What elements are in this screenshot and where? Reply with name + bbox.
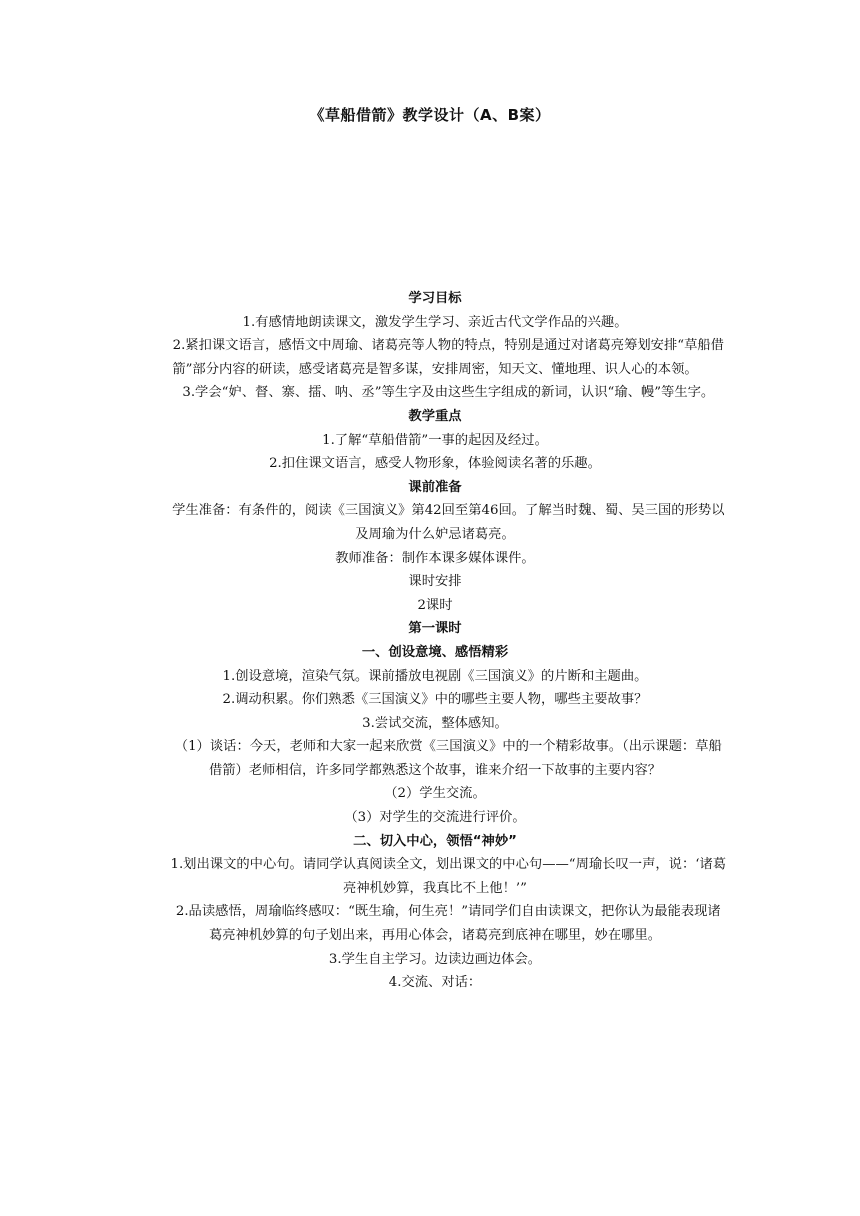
part1-item: （3）对学生的交流进行评价。	[344, 810, 526, 826]
heading-part-1: 一、创设意境、感悟精彩	[361, 644, 509, 660]
part1-item: 1.创设意境，渲染气氛。课前播放电视剧《三国演义》的片断和主题曲。	[222, 668, 648, 684]
goal-item: 2.紧扣课文语言，感悟文中周瑜、诸葛亮等人物的特点，特别是通过对诸葛亮筹划安排“草船借箭”部分内容的研读，感受诸葛亮是智多谋，安排周密，知天文、懂地理、识人心的本领。	[172, 338, 724, 377]
part1-item: 3.尝试交流，整体感知。	[362, 715, 508, 731]
part1-item: （1）谈话：今天，老师和大家一起来欣赏《三国演义》中的一个精彩故事。（出示课题：草船借箭）老师相信，许多同学都熟悉这个故事，谁来介绍一下故事的主要内容？	[174, 739, 722, 778]
part2-item: 4.交流、对话：	[388, 975, 482, 991]
part1-item: （2）学生交流。	[384, 786, 486, 802]
heading-prep: 课前准备	[408, 479, 462, 495]
focus-item: 1.了解“草船借箭”一事的起因及经过。	[322, 432, 548, 448]
document-body	[143, 287, 727, 995]
goal-item: 3.学会“妒、督、寨、擂、呐、丞”等生字及由这些生字组成的新词，认识“瑜、幔”等生字。	[182, 385, 715, 401]
prep-teacher: 教师准备：制作本课多媒体课件。	[335, 550, 535, 566]
heading-focus: 教学重点	[408, 408, 462, 424]
focus-item: 2.扣住课文语言，感受人物形象，体验阅读名著的乐趣。	[269, 456, 601, 472]
part2-item: 1.划出课文的中心句。请同学认真阅读全文，划出课文的中心句——“周瑜长叹一声，说：‘诸葛亮神机妙算，我真比不上他！’”	[170, 857, 727, 896]
heading-part-2: 二、切入中心，领悟“神妙”	[353, 833, 517, 849]
schedule-label: 课时安排	[408, 574, 462, 590]
document-title: 《草船借箭》教学设计（A、B案）	[309, 106, 551, 124]
schedule-value: 2课时	[417, 597, 453, 613]
part2-item: 3.学生自主学习。边读边画边体会。	[328, 951, 542, 967]
part1-item: 2.调动积累。你们熟悉《三国演义》中的哪些主要人物，哪些主要故事？	[222, 692, 648, 708]
heading-goals: 学习目标	[408, 291, 462, 306]
prep-student: 学生准备：有条件的，阅读《三国演义》第42回至第46回。了解当时魏、蜀、吴三国的形势以及周瑜为什么妒忌诸葛亮。	[172, 503, 725, 542]
heading-lesson-1: 第一课时	[408, 621, 462, 637]
goal-item: 1.有感情地朗读课文，激发学生学习、亲近古代文学作品的兴趣。	[242, 314, 628, 330]
part2-item: 2.品读感悟，周瑜临终感叹：“既生瑜，何生亮！”请同学们自由读课文，把你认为最能表现诸葛亮神机妙算的句子划出来，再用心体会，诸葛亮到底神在哪里，妙在哪里。	[175, 904, 721, 944]
